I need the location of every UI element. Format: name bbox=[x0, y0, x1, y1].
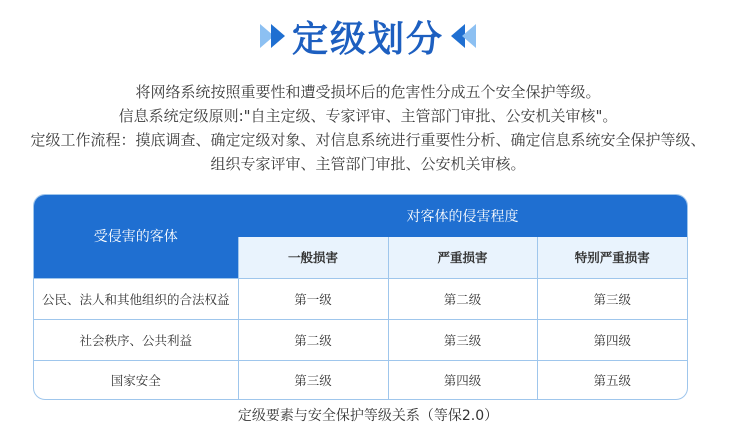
object-cell: 国家安全 bbox=[34, 360, 238, 399]
grading-table bbox=[33, 194, 688, 400]
table-row bbox=[34, 319, 687, 360]
degree-header: 对客体的侵害程度 bbox=[238, 195, 687, 237]
object-cell: 社会秩序、公共利益 bbox=[34, 319, 238, 360]
degree-column-header: 严重损害 bbox=[388, 237, 537, 278]
double-chevron-left-icon bbox=[454, 24, 476, 48]
description-line: 定级工作流程：摸底调查、确定定级对象、对信息系统进行重要性分析、确定信息系统安全保护等级、 bbox=[30, 131, 706, 149]
degree-column-header: 特别严重损害 bbox=[537, 237, 687, 278]
level-cell: 第三级 bbox=[537, 278, 687, 319]
level-cell: 第二级 bbox=[388, 278, 537, 319]
description-line: 组织专家评审、主管部门审批、公安机关审核。 bbox=[210, 155, 526, 173]
object-cell: 公民、法人和其他组织的合法权益 bbox=[34, 278, 238, 319]
degree-column-header: 一般损害 bbox=[238, 237, 388, 278]
description-line: 信息系统定级原则:"自主定级、专家评审、主管部门审批、公安机关审核"。 bbox=[118, 107, 618, 125]
level-cell: 第三级 bbox=[388, 319, 537, 360]
table-caption: 定级要素与安全保护等级关系（等保2.0） bbox=[237, 408, 499, 424]
level-cell: 第五级 bbox=[537, 360, 687, 399]
level-cell: 第一级 bbox=[238, 278, 388, 319]
description-line: 将网络系统按照重要性和遭受损坏后的危害性分成五个安全保护等级。 bbox=[135, 83, 601, 101]
title-banner bbox=[0, 10, 736, 62]
level-cell: 第四级 bbox=[388, 360, 537, 399]
level-cell: 第二级 bbox=[238, 319, 388, 360]
level-cell: 第四级 bbox=[537, 319, 687, 360]
level-cell: 第三级 bbox=[238, 360, 388, 399]
table-row bbox=[34, 278, 687, 319]
description bbox=[0, 80, 736, 176]
page-title: 定级划分 bbox=[291, 18, 444, 60]
double-chevron-right-icon bbox=[260, 24, 282, 48]
object-header: 受侵害的客体 bbox=[34, 195, 238, 278]
table-row bbox=[34, 360, 687, 399]
